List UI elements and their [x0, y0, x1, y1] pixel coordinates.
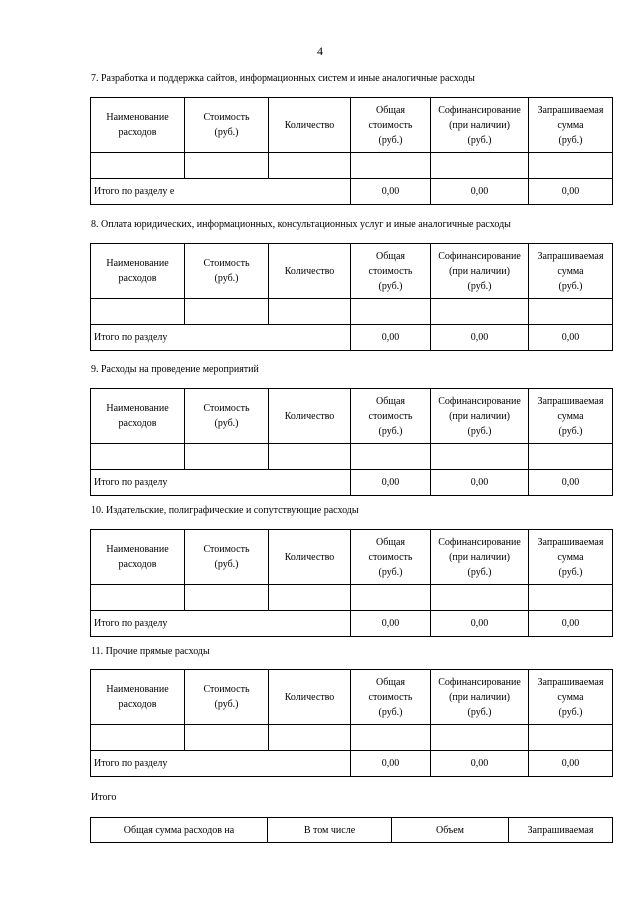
cell-name[interactable]: [91, 299, 185, 325]
final-total-table: [90, 817, 613, 843]
section-cofin-value: 0,00: [431, 325, 529, 351]
col-requested-header: Запрашиваемая сумма (руб.): [529, 389, 613, 444]
cell-total[interactable]: [351, 153, 431, 179]
section-total-label: Итого по разделу: [91, 751, 351, 777]
cell-cofin[interactable]: [431, 444, 529, 470]
col-requested-header: Запрашиваемая сумма (руб.): [529, 244, 613, 299]
col-cofin-header: Софинансирование (при наличии) (руб.): [431, 670, 529, 725]
section-total-label: Итого по разделу: [91, 470, 351, 496]
cell-name[interactable]: [91, 444, 185, 470]
col-name-header: Наименование расходов: [91, 670, 185, 725]
cell-requested[interactable]: [529, 444, 613, 470]
col-cost-header: Стоимость (руб.): [185, 244, 269, 299]
table-header-row: [91, 530, 613, 585]
col-cost-header: Стоимость (руб.): [185, 389, 269, 444]
cell-name[interactable]: [91, 725, 185, 751]
section-10-table: [90, 529, 613, 637]
cell-cofin[interactable]: [431, 585, 529, 611]
cell-name[interactable]: [91, 153, 185, 179]
cell-cost[interactable]: [185, 299, 269, 325]
section-cofin-value: 0,00: [431, 179, 529, 205]
table-row: [91, 153, 613, 179]
cell-qty[interactable]: [269, 299, 351, 325]
section-total-row: [91, 179, 613, 205]
final-total-label: Итого: [91, 792, 117, 803]
section-8-title: 8. Оплата юридических, информационных, консультационных услуг и иные аналогичные расходы: [91, 219, 511, 230]
section-requested-value: 0,00: [529, 751, 613, 777]
table-header-row: [91, 389, 613, 444]
table-row: [91, 585, 613, 611]
section-cofin-value: 0,00: [431, 470, 529, 496]
cell-cost[interactable]: [185, 444, 269, 470]
section-total-value: 0,00: [351, 470, 431, 496]
section-total-label: Итого по разделу: [91, 611, 351, 637]
section-total-value: 0,00: [351, 611, 431, 637]
cell-total[interactable]: [351, 299, 431, 325]
cell-qty[interactable]: [269, 725, 351, 751]
cell-requested[interactable]: [529, 153, 613, 179]
section-cofin-value: 0,00: [431, 611, 529, 637]
section-cofin-value: 0,00: [431, 751, 529, 777]
section-requested-value: 0,00: [529, 611, 613, 637]
col-cofin-header: Софинансирование (при наличии) (руб.): [431, 530, 529, 585]
page-number: 4: [317, 44, 323, 58]
section-11-table: [90, 669, 613, 777]
col-cofin-header: Софинансирование (при наличии) (руб.): [431, 244, 529, 299]
col-requested-header: Запрашиваемая сумма (руб.): [529, 530, 613, 585]
cell-total[interactable]: [351, 444, 431, 470]
col-total-header: Общая стоимость (руб.): [351, 244, 431, 299]
col-requested-header: Запрашиваемая сумма (руб.): [529, 98, 613, 153]
section-total-row: [91, 611, 613, 637]
col-total-header: Общая стоимость (руб.): [351, 389, 431, 444]
col-qty-header: Количество: [269, 530, 351, 585]
table-row: [91, 725, 613, 751]
col-name-header: Наименование расходов: [91, 530, 185, 585]
section-total-value: 0,00: [351, 179, 431, 205]
cell-cofin[interactable]: [431, 299, 529, 325]
section-7-table: [90, 97, 613, 205]
final-header-requested: Запрашиваемая: [509, 818, 613, 843]
cell-cost[interactable]: [185, 153, 269, 179]
cell-cofin[interactable]: [431, 725, 529, 751]
section-requested-value: 0,00: [529, 179, 613, 205]
col-total-header: Общая стоимость (руб.): [351, 530, 431, 585]
col-total-header: Общая стоимость (руб.): [351, 670, 431, 725]
cell-requested[interactable]: [529, 299, 613, 325]
col-cofin-header: Софинансирование (при наличии) (руб.): [431, 389, 529, 444]
col-name-header: Наименование расходов: [91, 389, 185, 444]
section-total-row: [91, 470, 613, 496]
col-cost-header: Стоимость (руб.): [185, 98, 269, 153]
section-total-value: 0,00: [351, 751, 431, 777]
section-9-title: 9. Расходы на проведение мероприятий: [91, 364, 259, 375]
col-qty-header: Количество: [269, 98, 351, 153]
table-header-row: [91, 98, 613, 153]
section-11-title: 11. Прочие прямые расходы: [91, 646, 210, 657]
col-requested-header: Запрашиваемая сумма (руб.): [529, 670, 613, 725]
cell-qty[interactable]: [269, 444, 351, 470]
cell-cost[interactable]: [185, 585, 269, 611]
cell-qty[interactable]: [269, 153, 351, 179]
table-row: [91, 299, 613, 325]
cell-qty[interactable]: [269, 585, 351, 611]
final-header-total-sum: Общая сумма расходов на: [91, 818, 268, 843]
section-total-row: [91, 325, 613, 351]
cell-requested[interactable]: [529, 585, 613, 611]
section-8-table: [90, 243, 613, 351]
col-qty-header: Количество: [269, 670, 351, 725]
col-cofin-header: Софинансирование (при наличии) (руб.): [431, 98, 529, 153]
section-requested-value: 0,00: [529, 470, 613, 496]
section-total-value: 0,00: [351, 325, 431, 351]
cell-total[interactable]: [351, 725, 431, 751]
section-9-table: [90, 388, 613, 496]
col-qty-header: Количество: [269, 244, 351, 299]
table-header-row: [91, 244, 613, 299]
final-header-row: [91, 818, 613, 843]
table-header-row: [91, 670, 613, 725]
final-header-including: В том числе: [268, 818, 392, 843]
cell-total[interactable]: [351, 585, 431, 611]
col-qty-header: Количество: [269, 389, 351, 444]
table-row: [91, 444, 613, 470]
col-total-header: Общая стоимость (руб.): [351, 98, 431, 153]
cell-cofin[interactable]: [431, 153, 529, 179]
section-7-title: 7. Разработка и поддержка сайтов, информационных систем и иные аналогичные расходы: [91, 73, 475, 84]
section-10-title: 10. Издательские, полиграфические и сопутствующие расходы: [91, 505, 359, 516]
final-header-volume: Объем: [392, 818, 509, 843]
cell-requested[interactable]: [529, 725, 613, 751]
cell-name[interactable]: [91, 585, 185, 611]
col-name-header: Наименование расходов: [91, 98, 185, 153]
section-requested-value: 0,00: [529, 325, 613, 351]
col-cost-header: Стоимость (руб.): [185, 670, 269, 725]
col-cost-header: Стоимость (руб.): [185, 530, 269, 585]
section-total-label: Итого по разделу: [91, 325, 351, 351]
cell-cost[interactable]: [185, 725, 269, 751]
section-total-row: [91, 751, 613, 777]
col-name-header: Наименование расходов: [91, 244, 185, 299]
section-total-label: Итого по разделу е: [91, 179, 351, 205]
